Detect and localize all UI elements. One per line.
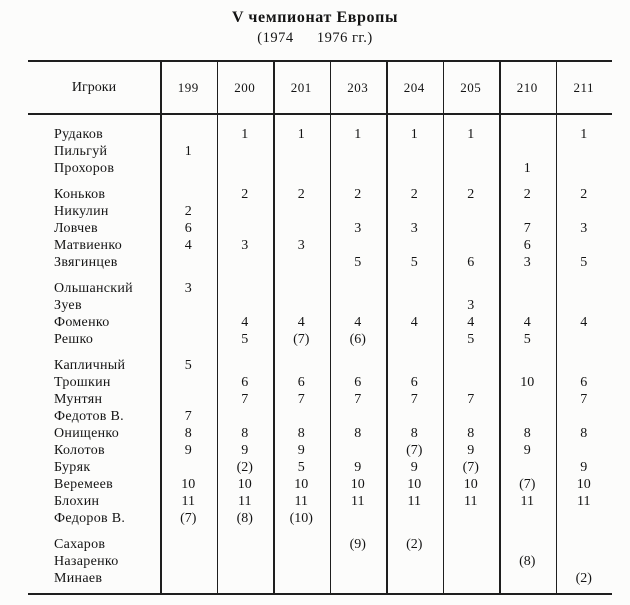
value-cell: 1 — [580, 127, 588, 142]
table-row — [28, 408, 612, 425]
player-name: Минаев — [54, 571, 103, 586]
column-divider — [273, 62, 275, 593]
value-cell: 11 — [238, 494, 252, 509]
value-cell: 6 — [241, 375, 249, 390]
value-cell: 1 — [410, 127, 418, 142]
value-cell — [217, 143, 274, 160]
value-cell — [556, 331, 613, 348]
value-cell: 2 — [297, 187, 305, 202]
value-cell: 5 — [297, 460, 305, 475]
value-cell: 10 — [294, 477, 309, 492]
value-cell — [160, 459, 217, 476]
value-cell — [217, 280, 274, 297]
value-cell: 11 — [181, 494, 195, 509]
value-cell: 7 — [580, 392, 588, 407]
value-cell — [160, 297, 217, 314]
value-cell — [160, 553, 217, 570]
value-cell: 2 — [523, 187, 531, 202]
value-cell: 3 — [467, 298, 475, 313]
value-cell — [499, 510, 556, 527]
value-cell: 5 — [523, 332, 531, 347]
value-cell: 9 — [467, 443, 475, 458]
table-row — [28, 357, 612, 374]
value-cell: 2 — [467, 187, 475, 202]
value-cell — [386, 237, 443, 254]
value-cell: (6) — [349, 332, 366, 347]
value-cell: (10) — [289, 511, 313, 526]
player-name: Назаренко — [54, 554, 119, 569]
value-cell: 11 — [464, 494, 478, 509]
value-cell: 10 — [181, 477, 196, 492]
value-cell — [499, 280, 556, 297]
value-cell — [217, 220, 274, 237]
value-cell — [443, 408, 500, 425]
player-name: Зуев — [54, 298, 82, 313]
value-cell: 3 — [184, 281, 192, 296]
value-cell: (7) — [519, 477, 536, 492]
value-cell — [386, 510, 443, 527]
value-cell — [217, 254, 274, 271]
page-title: V чемпионат Европы — [231, 9, 399, 26]
value-cell — [386, 160, 443, 177]
value-cell — [499, 203, 556, 220]
value-cell: 3 — [410, 221, 418, 236]
table-row — [28, 203, 612, 220]
page-subtitle: (1974 1976 гг.) — [257, 30, 373, 46]
value-cell: 2 — [184, 204, 192, 219]
player-name: Федотов В. — [54, 409, 124, 424]
value-cell — [556, 408, 613, 425]
column-divider — [386, 62, 388, 593]
column-header: 199 — [177, 79, 199, 95]
value-cell — [499, 143, 556, 160]
column-divider — [160, 62, 162, 593]
value-cell: 4 — [297, 315, 305, 330]
value-cell: 1 — [241, 127, 249, 142]
column-header: 201 — [290, 79, 312, 95]
value-cell: 11 — [577, 494, 591, 509]
value-cell — [330, 280, 387, 297]
value-cell: 8 — [410, 426, 418, 441]
value-cell: 4 — [241, 315, 249, 330]
player-name: Ольшанский — [54, 281, 133, 296]
value-cell: 7 — [297, 392, 305, 407]
value-cell: 11 — [294, 494, 308, 509]
value-cell: 3 — [354, 221, 362, 236]
value-cell: (2) — [406, 537, 423, 552]
value-cell — [217, 160, 274, 177]
value-cell — [443, 374, 500, 391]
value-cell: 7 — [467, 392, 475, 407]
value-cell: (9) — [349, 537, 366, 552]
player-name: Блохин — [54, 494, 100, 509]
value-cell: 5 — [410, 255, 418, 270]
value-cell — [499, 357, 556, 374]
value-cell: 9 — [410, 460, 418, 475]
column-divider — [330, 62, 332, 593]
value-cell: 11 — [407, 494, 421, 509]
value-cell: 4 — [354, 315, 362, 330]
value-cell — [330, 408, 387, 425]
value-cell — [160, 374, 217, 391]
value-cell — [217, 408, 274, 425]
column-divider — [499, 62, 501, 593]
player-name: Онищенко — [54, 426, 120, 441]
value-cell: 9 — [184, 443, 192, 458]
value-cell — [273, 570, 330, 587]
value-cell: (7) — [462, 460, 479, 475]
value-cell: 6 — [354, 375, 362, 390]
table-row — [28, 493, 612, 510]
value-cell: 9 — [241, 443, 249, 458]
value-cell — [556, 442, 613, 459]
value-cell: 3 — [523, 255, 531, 270]
value-cell — [499, 536, 556, 553]
value-cell — [443, 160, 500, 177]
column-header: 205 — [460, 79, 482, 95]
table-row — [28, 459, 612, 476]
value-cell: 8 — [467, 426, 475, 441]
players-table — [28, 60, 612, 595]
player-name: Федоров В. — [54, 511, 126, 526]
value-cell — [330, 553, 387, 570]
value-cell — [273, 297, 330, 314]
table-row — [28, 570, 612, 587]
value-cell — [217, 203, 274, 220]
value-cell — [443, 237, 500, 254]
value-cell — [386, 570, 443, 587]
value-cell: 7 — [184, 409, 192, 424]
value-cell: 1 — [354, 127, 362, 142]
value-cell: 11 — [351, 494, 365, 509]
value-cell: 9 — [580, 460, 588, 475]
column-divider — [217, 62, 219, 593]
player-name: Звягинцев — [54, 255, 118, 270]
value-cell: 6 — [523, 238, 531, 253]
value-cell — [386, 143, 443, 160]
value-cell — [273, 357, 330, 374]
player-name: Капличный — [54, 358, 126, 373]
table-row — [28, 510, 612, 527]
value-cell: 6 — [467, 255, 475, 270]
player-name: Колотов — [54, 443, 105, 458]
value-cell — [273, 553, 330, 570]
value-cell: 5 — [354, 255, 362, 270]
value-cell: 10 — [576, 477, 591, 492]
player-name: Рудаков — [54, 127, 104, 142]
value-cell: 11 — [520, 494, 534, 509]
value-cell: 3 — [241, 238, 249, 253]
value-cell: 5 — [184, 358, 192, 373]
players-column-header: Игроки — [71, 79, 117, 95]
player-name: Решко — [54, 332, 94, 347]
value-cell: 10 — [350, 477, 365, 492]
value-cell: 4 — [410, 315, 418, 330]
value-cell: 8 — [241, 426, 249, 441]
value-cell: 9 — [523, 443, 531, 458]
player-name: Сахаров — [54, 537, 106, 552]
value-cell: 8 — [297, 426, 305, 441]
value-cell: 5 — [241, 332, 249, 347]
column-header: 203 — [347, 79, 369, 95]
value-cell: 5 — [580, 255, 588, 270]
value-cell — [556, 553, 613, 570]
table-body — [28, 115, 612, 587]
table-row — [28, 237, 612, 254]
value-cell — [217, 357, 274, 374]
value-cell — [556, 357, 613, 374]
player-name: Веремеев — [54, 477, 114, 492]
value-cell: 4 — [523, 315, 531, 330]
table-row — [28, 374, 612, 391]
value-cell — [499, 408, 556, 425]
value-cell — [386, 203, 443, 220]
player-name: Прохоров — [54, 161, 115, 176]
table-row — [28, 476, 612, 493]
value-cell: (7) — [293, 332, 310, 347]
value-cell: (8) — [236, 511, 253, 526]
value-cell — [330, 442, 387, 459]
value-cell — [556, 237, 613, 254]
value-cell — [160, 126, 217, 143]
table-row — [28, 314, 612, 331]
value-cell — [443, 570, 500, 587]
value-cell — [443, 143, 500, 160]
table-row — [28, 553, 612, 570]
value-cell — [330, 357, 387, 374]
value-cell — [443, 220, 500, 237]
player-name: Фоменко — [54, 315, 110, 330]
column-header: 211 — [573, 79, 595, 95]
value-cell: 9 — [297, 443, 305, 458]
table-row — [28, 331, 612, 348]
value-cell: (8) — [519, 554, 536, 569]
value-cell — [386, 553, 443, 570]
value-cell — [330, 203, 387, 220]
value-cell — [386, 331, 443, 348]
value-cell: 10 — [520, 375, 535, 390]
value-cell — [273, 280, 330, 297]
value-cell: 2 — [354, 187, 362, 202]
value-cell — [217, 536, 274, 553]
value-cell: 10 — [237, 477, 252, 492]
value-cell — [499, 570, 556, 587]
value-cell: (2) — [236, 460, 253, 475]
value-cell: 7 — [241, 392, 249, 407]
value-cell: 1 — [297, 127, 305, 142]
value-cell: 10 — [407, 477, 422, 492]
table-header-row — [28, 62, 612, 115]
value-cell — [499, 126, 556, 143]
player-name: Буряк — [54, 460, 91, 475]
value-cell — [443, 203, 500, 220]
value-cell — [160, 331, 217, 348]
value-cell: 7 — [354, 392, 362, 407]
value-cell: 6 — [580, 375, 588, 390]
player-name: Мунтян — [54, 392, 103, 407]
value-cell — [499, 297, 556, 314]
value-cell — [273, 220, 330, 237]
value-cell — [443, 553, 500, 570]
value-cell — [160, 536, 217, 553]
table-row — [28, 391, 612, 408]
value-cell — [556, 280, 613, 297]
value-cell: 8 — [580, 426, 588, 441]
value-cell — [273, 203, 330, 220]
value-cell: 8 — [354, 426, 362, 441]
value-cell — [160, 186, 217, 203]
value-cell: 6 — [297, 375, 305, 390]
column-header: 204 — [403, 79, 425, 95]
value-cell — [273, 143, 330, 160]
player-name: Матвиенко — [54, 238, 123, 253]
player-name: Трошкин — [54, 375, 111, 390]
column-header: 210 — [516, 79, 538, 95]
table-row — [28, 442, 612, 459]
value-cell — [273, 160, 330, 177]
value-cell — [386, 280, 443, 297]
value-cell: 2 — [241, 187, 249, 202]
value-cell: 4 — [580, 315, 588, 330]
value-cell — [160, 254, 217, 271]
value-cell — [443, 536, 500, 553]
value-cell: 7 — [410, 392, 418, 407]
table-row — [28, 536, 612, 553]
value-cell — [160, 391, 217, 408]
value-cell — [160, 570, 217, 587]
value-cell: (7) — [406, 443, 423, 458]
value-cell — [273, 536, 330, 553]
player-name: Никулин — [54, 204, 109, 219]
table-row — [28, 297, 612, 314]
table-row — [28, 280, 612, 297]
value-cell — [217, 553, 274, 570]
value-cell: 3 — [297, 238, 305, 253]
value-cell: 6 — [410, 375, 418, 390]
value-cell: 8 — [184, 426, 192, 441]
value-cell: 2 — [410, 187, 418, 202]
value-cell: 1 — [184, 144, 192, 159]
value-cell — [556, 510, 613, 527]
value-cell: (2) — [575, 571, 592, 586]
value-cell — [330, 570, 387, 587]
value-cell — [443, 357, 500, 374]
value-cell: 9 — [354, 460, 362, 475]
table-row — [28, 254, 612, 271]
value-cell — [556, 160, 613, 177]
value-cell: 3 — [580, 221, 588, 236]
column-divider — [556, 62, 558, 593]
value-cell: (7) — [180, 511, 197, 526]
table-row — [28, 186, 612, 203]
table-row — [28, 126, 612, 143]
value-cell — [330, 297, 387, 314]
table-row — [28, 220, 612, 237]
value-cell: 2 — [580, 187, 588, 202]
value-cell — [443, 280, 500, 297]
value-cell — [330, 160, 387, 177]
value-cell: 1 — [523, 161, 531, 176]
value-cell: 7 — [523, 221, 531, 236]
value-cell: 4 — [467, 315, 475, 330]
value-cell — [443, 510, 500, 527]
column-divider — [443, 62, 445, 593]
value-cell — [556, 203, 613, 220]
value-cell: 6 — [184, 221, 192, 236]
value-cell — [160, 160, 217, 177]
value-cell — [386, 408, 443, 425]
table-row — [28, 425, 612, 442]
value-cell: 5 — [467, 332, 475, 347]
player-name: Пильгуй — [54, 144, 108, 159]
table-row — [28, 160, 612, 177]
column-header: 200 — [234, 79, 256, 95]
value-cell — [556, 143, 613, 160]
value-cell — [556, 297, 613, 314]
table-row — [28, 143, 612, 160]
value-cell — [386, 297, 443, 314]
value-cell — [273, 254, 330, 271]
value-cell — [273, 408, 330, 425]
value-cell — [217, 297, 274, 314]
value-cell: 4 — [184, 238, 192, 253]
value-cell — [386, 357, 443, 374]
value-cell — [217, 570, 274, 587]
value-cell: 1 — [467, 127, 475, 142]
value-cell — [499, 459, 556, 476]
value-cell: 8 — [523, 426, 531, 441]
value-cell — [330, 510, 387, 527]
value-cell — [160, 314, 217, 331]
player-name: Ловчев — [54, 221, 98, 236]
value-cell — [556, 536, 613, 553]
value-cell: 10 — [463, 477, 478, 492]
value-cell — [330, 237, 387, 254]
player-name: Коньков — [54, 187, 106, 202]
value-cell — [499, 391, 556, 408]
value-cell — [330, 143, 387, 160]
